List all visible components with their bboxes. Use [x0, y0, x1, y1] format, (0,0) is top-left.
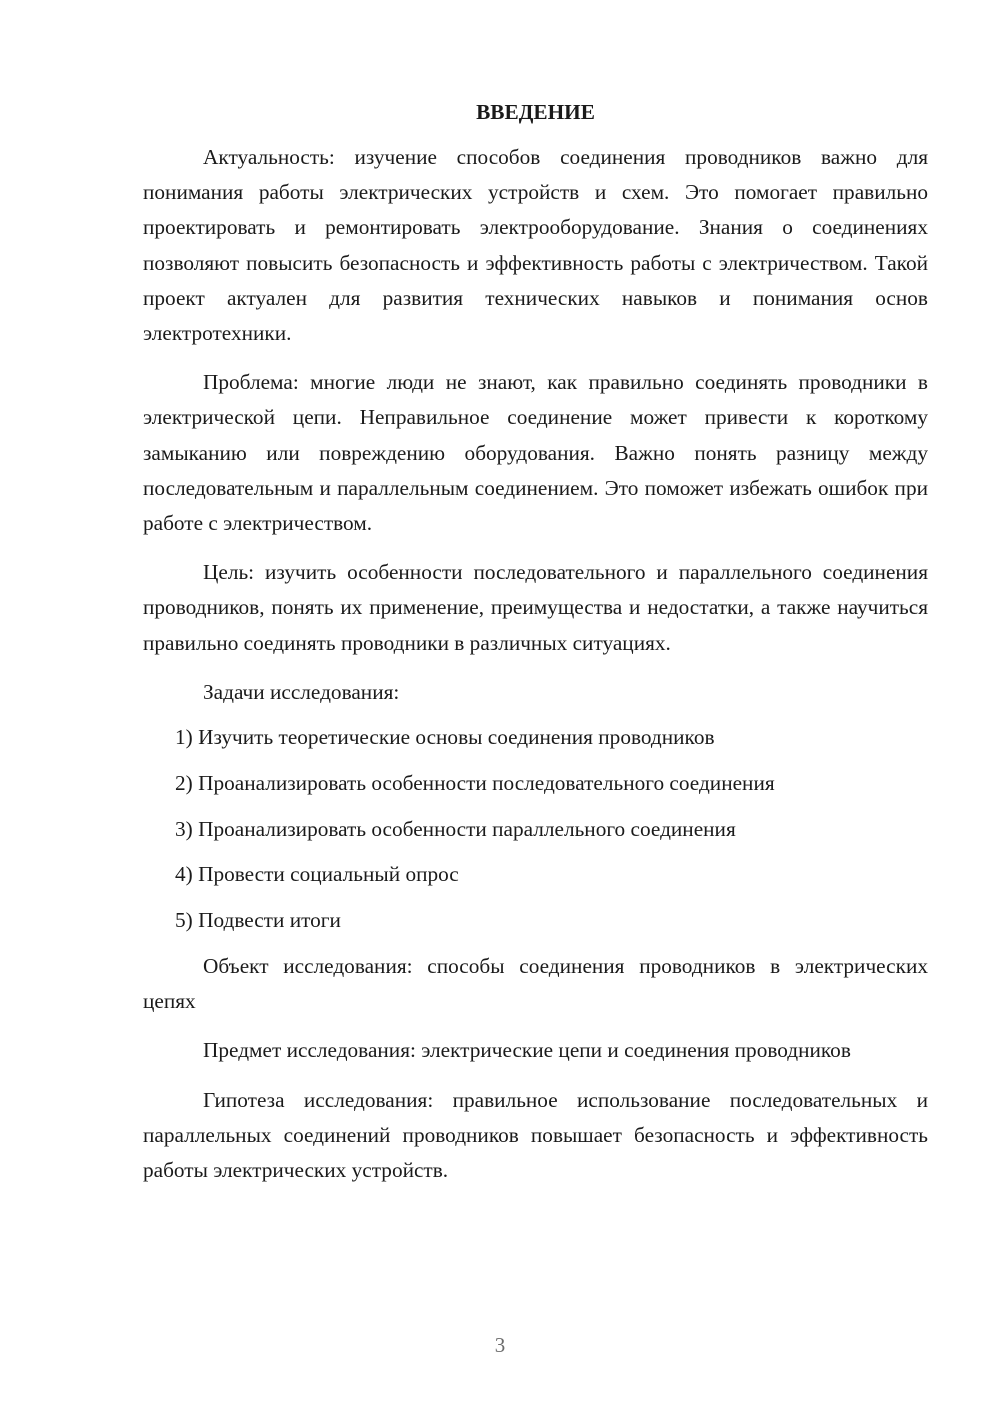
document-page [143, 96, 928, 1202]
paragraph-goal: Цель: изучить особенности последовательного и параллельного соединения проводников, понять их применение, преимущества и недостатки, а также научиться правильно соединять проводники в различных ситуациях. [143, 560, 928, 655]
paragraph-research-subject: Предмет исследования: электрические цепи и соединения проводников [203, 1038, 851, 1063]
page-number: 3 [494, 1333, 506, 1357]
section-title: ВВЕДЕНИЕ [476, 100, 595, 124]
paragraph-research-object: Объект исследования: способы соединения проводников в электрических цепях [143, 954, 928, 1014]
task-item-5: 5) Подвести итоги [175, 908, 341, 933]
task-item-3: 3) Проанализировать особенности параллельного соединения [175, 816, 736, 841]
paragraph-research-hypothesis: Гипотеза исследования: правильное использование последовательных и параллельных соединений проводников повышает безопасность и эффективность работы электрических устройств. [143, 1087, 928, 1183]
tasks-heading: Задачи исследования: [203, 679, 400, 704]
task-item-1: 1) Изучить теоретические основы соединения проводников [175, 725, 715, 750]
task-item-2: 2) Проанализировать особенности последовательного соединения [175, 770, 775, 795]
tasks-list [143, 720, 928, 938]
paragraph-problem: Проблема: многие люди не знают, как правильно соединять проводники в электрической цепи. Неправильное соединение может привести к короткому замыканию или повреждению оборудования. Важно понять разницу между последовательным и параллельным соединением. Это поможет избежать ошибок при работе с электричеством. [143, 370, 928, 536]
task-item-4: 4) Провести социальный опрос [175, 862, 459, 887]
paragraph-relevance: Актуальность: изучение способов соединения проводников важно для понимания работы электрических устройств и схем. Это помогает правильно проектировать и ремонтировать электрооборудование. Знания о соединениях позволяют повысить безопасность и эффективность работы с электричеством. Такой проект актуален для развития технических навыков и понимания основ электротехники. [143, 145, 928, 346]
